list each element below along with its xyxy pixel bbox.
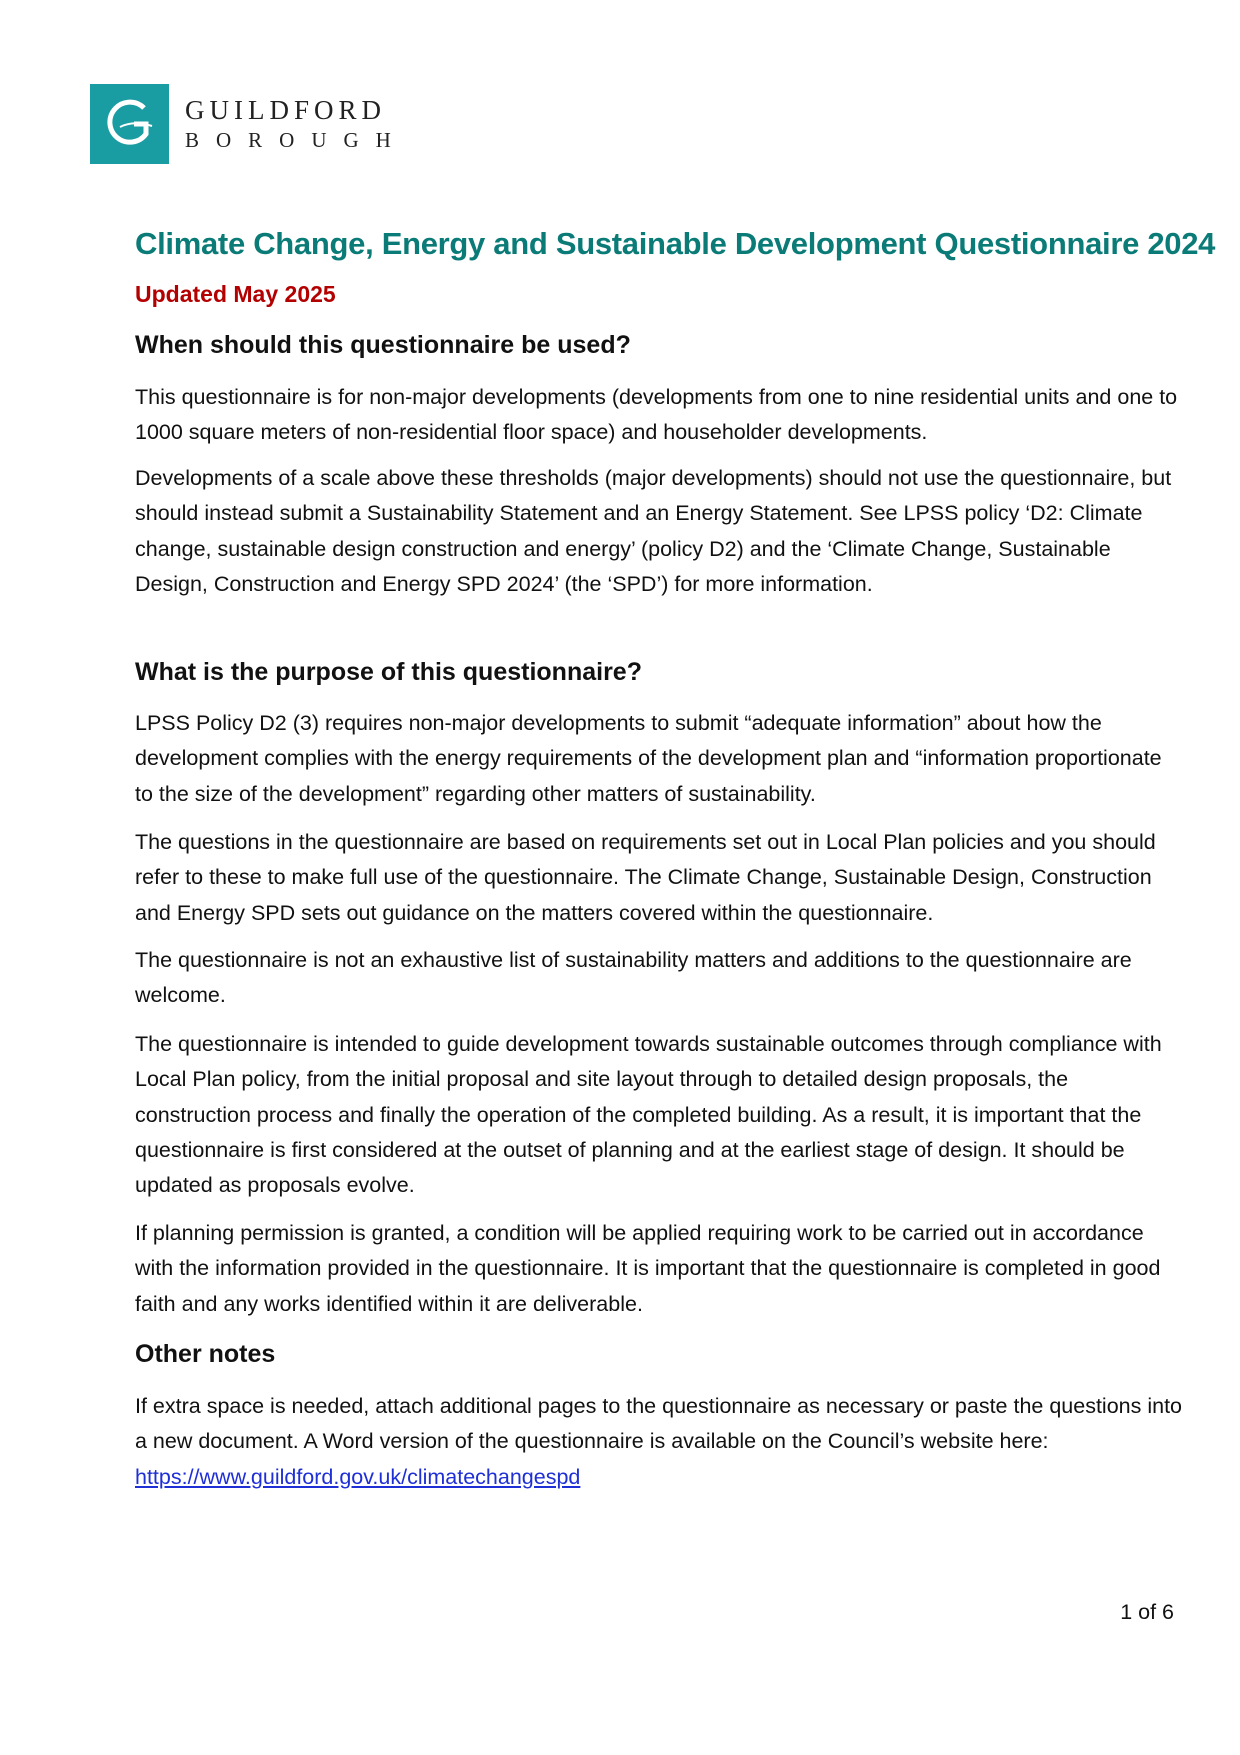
paragraph: This questionnaire is for non-major developments (developments from one to nine residential units and one to 1000 square meters of non-residential floor space) and householder developments. [135,385,1178,445]
section-heading: When should this questionnaire be used? [135,331,631,359]
section-heading: What is the purpose of this questionnaire? [135,658,642,686]
document-title: Climate Change, Energy and Sustainable Development Questionnaire 2024 [135,226,1216,261]
updated-date: Updated May 2025 [135,281,336,307]
climate-change-spd-link[interactable]: https://www.guildford.gov.uk/climatechangespd [135,1464,581,1489]
paragraph: Developments of a scale above these thresholds (major developments) should not use the questionnaire, but should instead submit a Sustainability Statement and an Energy Statement. See LPSS policy ‘D2: Climate change, sustainable design construction and energy’ (policy D2) and the ‘Climate Change, Sustainable Design, Construction and Energy SPD 2024’ (the ‘SPD’) for more information. [135,466,1172,596]
section-heading: Other notes [135,1340,276,1368]
logo-text-line2: BOROUGH [185,128,408,152]
paragraph [135,1389,1185,1495]
page-number: 1 of 6 [1120,1600,1174,1624]
paragraph: The questionnaire is not an exhaustive list of sustainability matters and additions to the questionnaire are welcome. [135,948,1132,1008]
logo-g-icon [90,84,169,164]
paragraph: The questions in the questionnaire are based on requirements set out in Local Plan policies and you should refer to these to make full use of the questionnaire. The Climate Change, Sustainable Design, Construction and Energy SPD sets out guidance on the matters covered within the questionnaire. [135,830,1156,925]
paragraph: If planning permission is granted, a condition will be applied requiring work to be carried out in accordance with the information provided in the questionnaire. It is important that the questionnaire is completed in good faith and any works identified within it are deliverable. [135,1221,1161,1316]
paragraph: The questionnaire is intended to guide development towards sustainable outcomes through compliance with Local Plan policy, from the initial proposal and site layout through to detailed design proposals, the construction process and finally the operation of the completed building. As a result, it is important that the questionnaire is first considered at the outset of planning and at the earliest stage of design. It should be updated as proposals evolve. [135,1032,1162,1198]
paragraph-text: If extra space is needed, attach additional pages to the questionnaire as necessary or paste the questions into a new document. A Word version of the questionnaire is available on the Council’s website here: [135,1394,1183,1454]
logo-text-line1: GUILDFORD [185,95,387,125]
paragraph: LPSS Policy D2 (3) requires non-major developments to submit “adequate information” about how the development complies with the energy requirements of the development plan and “information proportionate to the size of the development” regarding other matters of sustainability. [135,711,1162,806]
guildford-borough-logo [90,84,408,164]
